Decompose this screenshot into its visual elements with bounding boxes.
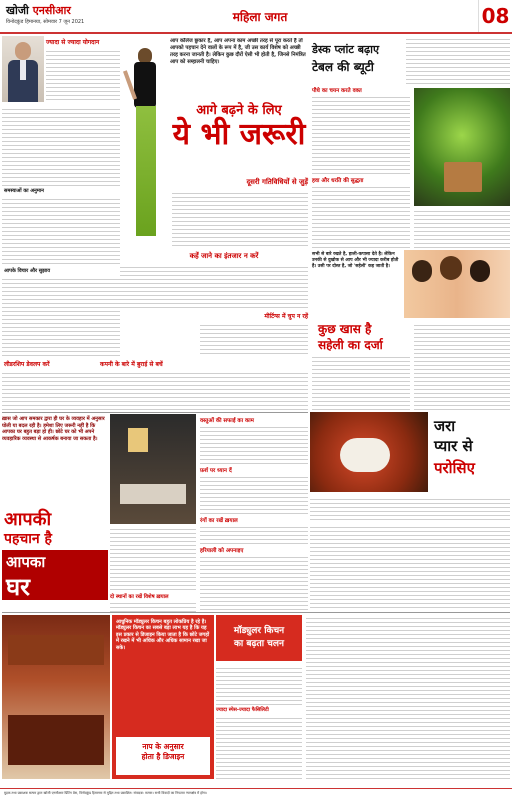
kitchen-title-band (216, 615, 302, 661)
desk-plant-article (310, 36, 510, 248)
page-number: 08 (478, 0, 512, 32)
serving-title-line1: जरा (434, 417, 456, 435)
left-heading: ज्यादा से ज्यादा योगदान (46, 39, 100, 46)
left-subhead-3: लीडरशिप डेवलप करें (4, 361, 50, 368)
serving-body-2 (310, 524, 510, 610)
main-subhead-1: दूसरी गतिविधियों से जुड़ें (246, 178, 308, 186)
main-subhead-3: मीटिंग्स में चुप न रहें (264, 313, 308, 320)
kitchen-title-1: मॉड्युलर किचन (233, 626, 285, 636)
home-sub-2: फ़र्श पर ध्यान दें (200, 468, 232, 474)
plant-sub2: हवा और धरति की सुद्धता (312, 178, 364, 184)
main-body-3 (200, 322, 308, 356)
home-sub-5: दो स्थानों का रखें विशेष ख़याल (110, 594, 169, 600)
home-intro: ख़ास जो आप समकार द्वारा ही घर के व्यवहार में अनुसार घोली या बदल रही है। हमेशा लिए जरूरी नहीं है कि आपका घर बहुत बड़ा हो ही। छोटे घर को भी अपने व्यवहारिक व्यवस्था से आकर्षक बनाया जा सकता है। (2, 416, 105, 442)
serving-body-1 (310, 496, 510, 520)
home-title-line2: पहचान है (4, 531, 52, 547)
friendship-body-2 (414, 322, 510, 410)
home-body-3 (200, 524, 308, 544)
home-title-band (2, 550, 108, 600)
home-body-4 (200, 554, 308, 610)
plant-title-line2: टेबल की ब्यूटी (312, 60, 374, 74)
kitchen-tagline-2: होता है डिजाइन (141, 752, 185, 761)
kitchen-photo (2, 615, 110, 779)
plant-title-line1: डेस्क प्लांट बढ़ाए (312, 43, 380, 56)
woman-climbing-photo (120, 40, 170, 262)
main-body-2 (120, 264, 308, 308)
dateline: विनोदकुंड हिमानया, सोमवार 7 जून 2021 (6, 19, 85, 25)
brand-part-a: खोजी (6, 4, 29, 17)
lower-body-columns (2, 370, 308, 410)
left-body-text-1 (2, 106, 120, 186)
friendship-title-line2: सहेली का दर्जा (318, 338, 383, 352)
food-photo (310, 412, 428, 492)
main-story-headline-box (170, 100, 308, 176)
serving-title-line3: परोसिए (434, 459, 475, 477)
kitchen-title-2: का बढ़ता चलन (234, 639, 284, 649)
page-footer (0, 788, 512, 800)
divider-mid (2, 412, 308, 413)
main-body-1 (172, 190, 308, 248)
kitchen-side-text: आधुनिक मॉड्युलर किचन बहुत लोकप्रिय है रहे है। मॉड्युलर किचन का सबसे बड़ा लाभ यह है कि यह इस प्रकार से डिजाइन किया जाता है कि छोटे जगहों में रखने में भी अधिक और अधिक सामान रखा जा सके। (116, 619, 210, 651)
home-article (2, 414, 308, 612)
left-intro-text (46, 48, 120, 102)
brand-part-b: एनसीआर (32, 4, 71, 17)
kitchen-sub: ज्यादा स्पेस-ज्यादा फैसिलिटी (216, 707, 269, 713)
left-subhead-2: आपके विचार और सुझाव (4, 268, 50, 274)
friendship-quote: सभी से बारे रखते है, हाली-कपासा देते है। लेकिन उनकी से दुखोक से आप और भी ज्यादा करीब होती है। उसी पर दोस्त है, जो 'सहेली' कह जाती है। (312, 252, 399, 269)
home-title-line4: घर (6, 573, 30, 601)
kitchen-tagline-1: नाप के अनुसार (142, 742, 184, 751)
page-header (0, 0, 512, 34)
left-body-text-3 (2, 276, 120, 356)
home-body-1 (200, 424, 308, 464)
home-body-6 (110, 600, 196, 612)
footer-text: मुद्रक तथा प्रकाशक सत्यम द्वारा खोजी एनसीआर प्रिंटिंग प्रेस, विनोदकुंड हिमानया से मुद्रित तथा प्रकाशित। संपादक: सत्यम। सभी विवादों का निपटारा न्यायक्षेत्र में होगा। (4, 791, 207, 795)
left-body-text-2 (2, 196, 120, 266)
serving-title-line2: प्यार से (434, 437, 473, 455)
kitchen-tagline-box (116, 737, 210, 775)
home-sub-4: हरियाली को अपनाइए (200, 548, 244, 554)
left-subhead-1: समस्याओं का अनुमान (4, 188, 44, 194)
home-sub-3: रंगों का रखें ख़याल (200, 518, 238, 524)
section-title: महिला जगत (232, 10, 288, 24)
friends-photo (404, 250, 510, 318)
kitchen-body-3 (306, 615, 510, 779)
man-photo (2, 36, 44, 102)
plant-body-3 (414, 208, 510, 248)
plant-sub1: पौधे का चयन करते वक्त (312, 88, 362, 94)
main-subhead-4: कपनी के बारे में बुराई से बचें (100, 361, 163, 368)
friendship-article (310, 250, 510, 410)
kitchen-side-box (112, 615, 214, 779)
kitchen-article (2, 612, 510, 786)
masthead-brand (6, 3, 71, 18)
living-room-photo (110, 414, 196, 524)
home-title-line1: आपकी (4, 509, 52, 530)
friendship-title-line1: कुछ खास है (318, 322, 372, 336)
main-subhead-2: कहें जाने का इंतजार न करें (189, 252, 259, 260)
home-body-5 (110, 526, 196, 590)
kitchen-body-1 (216, 665, 302, 705)
main-kicker: आगे बढ़ने के लिए (196, 103, 282, 118)
plant-body-1 (312, 94, 410, 174)
intro-quote-box (170, 38, 308, 94)
home-body-2 (200, 474, 308, 514)
intro-quote-text: आप कॉलेज छुकार है, आप अपना काम अच्छी तरह से पूरा करते है तो आपको पहचान देने वालों के रूप में है, जी उस कार्य विशेष को अच्छी तरह करना जानती है। लेकिन कुछ दौरों ऐसी भी होती है, जिनसे निमंत्रित आप को सम्हालनी चाहिए। (170, 38, 306, 65)
plant-body-2 (312, 184, 410, 248)
serving-article (310, 412, 510, 610)
left-column (2, 36, 120, 396)
home-sub-1: वस्तुओं की सफाई का काम (200, 418, 254, 424)
kitchen-body-2 (216, 715, 302, 779)
plant-photo (414, 88, 510, 206)
friendship-body-1 (312, 354, 410, 410)
main-headline: ये भी जरूरी (172, 117, 306, 152)
home-title-line3: आपका (6, 553, 46, 571)
